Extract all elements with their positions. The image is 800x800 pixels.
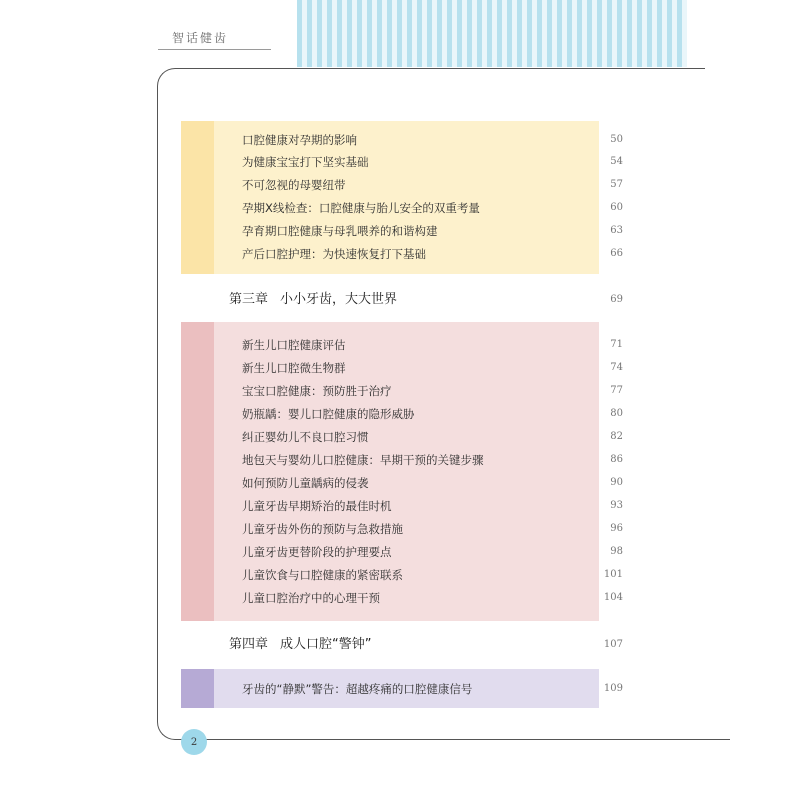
toc-item-page: 96 bbox=[610, 523, 623, 534]
toc-item[interactable] bbox=[0, 220, 800, 242]
toc-item-page: 74 bbox=[610, 362, 623, 373]
toc-item[interactable] bbox=[0, 495, 800, 517]
toc-item-page: 57 bbox=[610, 179, 623, 190]
chapter-title bbox=[229, 287, 397, 313]
running-header-title: 智话健齿 bbox=[172, 31, 229, 45]
chapter-4-heading[interactable] bbox=[0, 632, 800, 658]
toc-item-title: 新生儿口腔微生物群 bbox=[242, 361, 346, 375]
toc-item-title: 孕育期口腔健康与母乳喂养的和谐构建 bbox=[242, 224, 438, 238]
toc-item-page: 104 bbox=[603, 592, 623, 603]
toc-item-title: 不可忽视的母婴纽带 bbox=[242, 178, 346, 192]
toc-item-page: 54 bbox=[610, 156, 623, 167]
toc-item-title: 产后口腔护理：为快速恢复打下基础 bbox=[242, 247, 426, 261]
toc-item-page: 93 bbox=[610, 500, 623, 511]
toc-item-page: 80 bbox=[610, 408, 623, 419]
toc-item-page: 66 bbox=[610, 248, 623, 259]
toc-item-page: 63 bbox=[610, 225, 623, 236]
toc-item[interactable] bbox=[0, 243, 800, 265]
toc-item[interactable] bbox=[0, 449, 800, 471]
toc-item-page: 86 bbox=[610, 454, 623, 465]
toc-item-title: 新生儿口腔健康评估 bbox=[242, 338, 346, 352]
toc-item[interactable] bbox=[0, 518, 800, 540]
toc-item-title: 如何预防儿童龋病的侵袭 bbox=[242, 476, 369, 490]
toc-item[interactable] bbox=[0, 380, 800, 402]
toc-item-page: 60 bbox=[610, 202, 623, 213]
toc-item[interactable] bbox=[0, 129, 800, 151]
toc-item-title: 儿童牙齿外伤的预防与急救措施 bbox=[242, 522, 403, 536]
toc-item[interactable] bbox=[0, 403, 800, 425]
chapter-name: 小小牙齿，大大世界 bbox=[280, 292, 398, 307]
toc-item-title: 儿童牙齿更替阶段的护理要点 bbox=[242, 545, 392, 559]
chapter-page: 107 bbox=[603, 639, 623, 650]
toc-item-title: 纠正婴幼儿不良口腔习惯 bbox=[242, 430, 369, 444]
toc-item-title: 牙齿的“静默”警告：超越疼痛的口腔健康信号 bbox=[242, 682, 473, 696]
chapter-title bbox=[229, 632, 372, 658]
chapter-3-heading[interactable] bbox=[0, 287, 800, 313]
toc-item-title: 地包天与婴幼儿口腔健康：早期干预的关键步骤 bbox=[242, 453, 484, 467]
toc-item[interactable] bbox=[0, 197, 800, 219]
frame-bottom-tail bbox=[690, 739, 730, 740]
toc-item-title: 儿童口腔治疗中的心理干预 bbox=[242, 591, 380, 605]
toc-item-page: 77 bbox=[610, 385, 623, 396]
toc-item-page: 90 bbox=[610, 477, 623, 488]
toc-item[interactable] bbox=[0, 151, 800, 173]
toc-item[interactable] bbox=[0, 334, 800, 356]
toc-item[interactable] bbox=[0, 541, 800, 563]
toc-item-title: 奶瓶龋：婴儿口腔健康的隐形威胁 bbox=[242, 407, 415, 421]
toc-item-title: 儿童牙齿早期矫治的最佳时机 bbox=[242, 499, 392, 513]
toc-item-page: 50 bbox=[610, 134, 623, 145]
header-rule bbox=[158, 49, 271, 50]
toc-item-title: 口腔健康对孕期的影响 bbox=[242, 133, 357, 147]
toc-item[interactable] bbox=[0, 174, 800, 196]
chapter-number: 第三章 bbox=[229, 292, 269, 307]
toc-item[interactable] bbox=[0, 587, 800, 609]
chapter-number: 第四章 bbox=[229, 637, 269, 652]
toc-item-title: 为健康宝宝打下坚实基础 bbox=[242, 155, 369, 169]
chapter-name: 成人口腔“警钟” bbox=[280, 637, 372, 652]
page-number-badge: 2 bbox=[181, 729, 207, 755]
decorative-stripes bbox=[297, 0, 687, 67]
chapter-page: 69 bbox=[610, 294, 623, 305]
toc-item[interactable] bbox=[0, 357, 800, 379]
toc-item-page: 101 bbox=[603, 569, 623, 580]
toc-item-title: 宝宝口腔健康：预防胜于治疗 bbox=[242, 384, 392, 398]
toc-item[interactable] bbox=[0, 678, 800, 700]
toc-item-title: 孕期X线检查：口腔健康与胎儿安全的双重考量 bbox=[242, 201, 480, 215]
toc-item-page: 98 bbox=[610, 546, 623, 557]
toc-item-title: 儿童饮食与口腔健康的紧密联系 bbox=[242, 568, 403, 582]
toc-item-page: 82 bbox=[610, 431, 623, 442]
toc-item[interactable] bbox=[0, 564, 800, 586]
toc-item-page: 71 bbox=[610, 339, 623, 350]
toc-item[interactable] bbox=[0, 472, 800, 494]
toc-item-page: 109 bbox=[603, 683, 623, 694]
toc-item[interactable] bbox=[0, 426, 800, 448]
